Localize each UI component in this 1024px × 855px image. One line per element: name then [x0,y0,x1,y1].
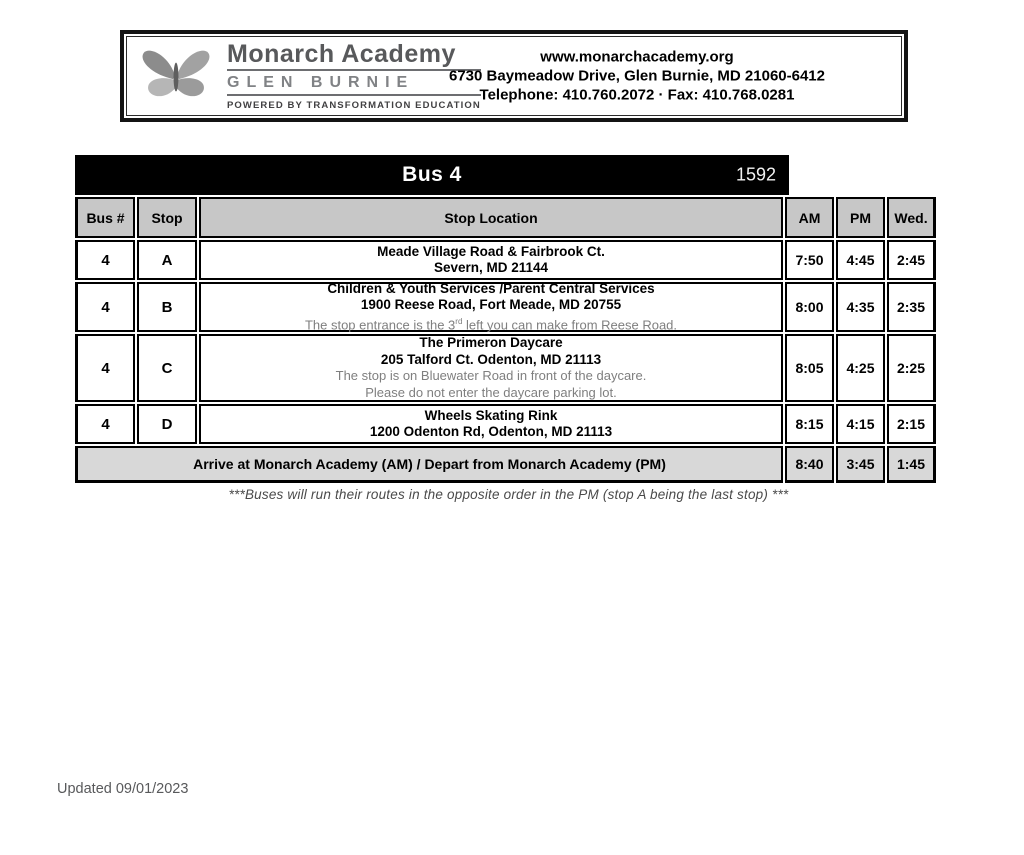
column-header-am: AM [785,197,834,238]
summary-wed-time: 1:45 [887,446,936,483]
cell-pm-time: 4:15 [836,404,885,444]
cell-stop-letter: C [137,334,197,402]
campus-name: GLEN BURNIE [227,73,415,91]
butterfly-icon [139,42,213,110]
bus-title: Bus 4 [402,163,462,186]
location-line: 1900 Reese Road, Fort Meade, MD 20755 [360,297,622,313]
updated-date: Updated 09/01/2023 [57,781,189,797]
location-line: 1200 Odenton Rd, Odenton, MD 21113 [369,424,613,439]
ordinal-superscript: rd [455,316,463,326]
cell-stop-letter: D [137,404,197,444]
website-text: www.monarchacademy.org [540,48,734,66]
stop-note: The stop entrance is the 3rd left you can make from Reese Road. [304,316,678,332]
cell-stop-location [199,334,783,402]
cell-bus-number: 4 [75,282,135,332]
cell-wed-time: 2:25 [887,334,936,402]
location-line: Severn, MD 21144 [433,260,549,275]
cell-pm-time: 4:45 [836,240,885,280]
cell-bus-number: 4 [75,334,135,402]
cell-stop-location [199,404,783,444]
column-header-wed: Wed. [887,197,936,238]
cell-bus-number: 4 [75,404,135,444]
location-line: Wheels Skating Rink [424,407,558,423]
cell-stop-location [199,240,783,280]
cell-bus-number: 4 [75,240,135,280]
column-header-stop: Stop [137,197,197,238]
bus-id-badge: 1592 [735,164,776,185]
summary-pm-time: 3:45 [836,446,885,483]
cell-am-time: 8:00 [785,282,834,332]
cell-stop-letter: B [137,282,197,332]
schedule-table [75,197,936,483]
letterhead-box [120,30,908,122]
summary-row-label: Arrive at Monarch Academy (AM) / Depart from Monarch Academy (PM) [75,446,783,483]
route-order-footnote: ***Buses will run their routes in the opposite order in the PM (stop A being the last stop) *** [228,487,789,502]
cell-wed-time: 2:35 [887,282,936,332]
phone-fax-text: Telephone: 410.760.2072 · Fax: 410.768.0281 [479,86,795,104]
location-line: Children & Youth Services /Parent Central Services [327,280,655,296]
cell-wed-time: 2:15 [887,404,936,444]
column-header-pm: PM [836,197,885,238]
location-line: The Primeron Daycare [419,335,563,350]
column-header-bus: Bus # [75,197,135,238]
org-tagline: POWERED BY TRANSFORMATION EDUCATION [227,99,481,111]
column-header-location: Stop Location [199,197,783,238]
location-line: Meade Village Road & Fairbrook Ct. [377,243,605,259]
contact-block [427,48,847,105]
cell-stop-location [199,282,783,332]
letterhead-inner-frame [126,36,902,116]
cell-wed-time: 2:45 [887,240,936,280]
stop-note: Please do not enter the daycare parking lot. [365,384,617,400]
cell-stop-letter: A [137,240,197,280]
cell-am-time: 8:15 [785,404,834,444]
location-line: 205 Talford Ct. Odenton, MD 21113 [380,351,602,367]
summary-am-time: 8:40 [785,446,834,483]
cell-am-time: 8:05 [785,334,834,402]
schedule-title-bar [75,155,789,195]
cell-pm-time: 4:25 [836,334,885,402]
stop-note: The stop is on Bluewater Road in front of the daycare. [335,368,647,383]
address-text: 6730 Baymeadow Drive, Glen Burnie, MD 21060-6412 [448,67,825,85]
org-name: Monarch Academy [227,40,456,69]
cell-pm-time: 4:35 [836,282,885,332]
cell-am-time: 7:50 [785,240,834,280]
